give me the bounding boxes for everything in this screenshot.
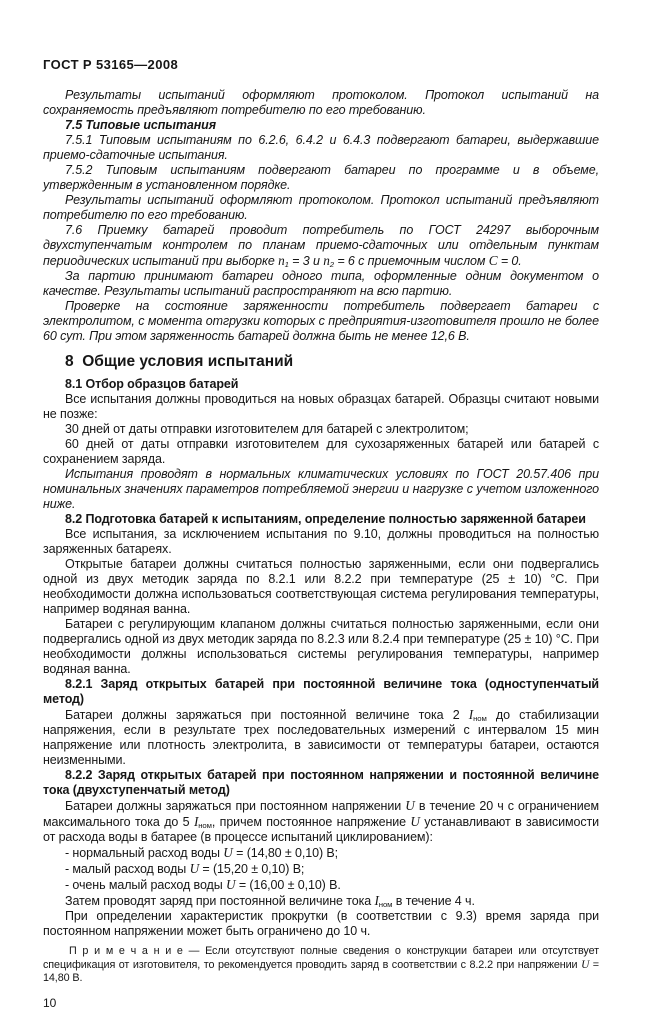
para-results-storage (43, 88, 599, 118)
para-cranking-time (43, 909, 599, 939)
text-run: Батареи должны заряжаться при постоянной величине тока 2 (65, 708, 469, 722)
text-run: 8 Общие условия испытаний (65, 353, 294, 370)
text-run: 7.6 Приемку батарей проводит потребитель по ГОСТ 24297 выборочным двухступенчатым контролем по планам приемо-сдаточных или отдельным пунктам периодических испытаний при выборке (43, 223, 599, 268)
variable-run: I (468, 707, 474, 722)
para-samples-new (43, 392, 599, 422)
list-item-normal-water (43, 845, 599, 861)
heading-8-1 (43, 377, 599, 392)
note-paragraph (43, 945, 599, 986)
text-run: Открытые батареи должны считаться полностью заряженными, если они подвергались одной из двух методик заряда по 8.2.1 или 8.2.2 при температуре (25 ± 10) °С. При необходимости должна использоваться соответствующая система регулирования температуры, например водяная ванна. (43, 557, 599, 616)
variable-run: U (225, 877, 236, 892)
text-run: - малый расход воды (65, 862, 190, 876)
text-run: 8.2.2 Заряд открытых батарей при постоянном напряжении и постоянной величине тока (двухступенчатый метод) (43, 768, 599, 797)
text-run: П р и м е ч а н и е — Если отсутствуют полные сведения о конструкции батареи или отсутствует спецификация от изготовителя, то рекомендуется проводить заряд в соответствии с 8.2.2 при напряжении (43, 945, 599, 971)
text-run: 7.5.2 Типовым испытаниям подвергают батареи по программе и в объеме, утвержденным в установленном порядке. (43, 163, 599, 192)
para-charge-check (43, 299, 599, 344)
list-item-very-low-water (43, 877, 599, 893)
text-run: Результаты испытаний оформляют протоколом. Протокол испытаний предъявляют потребителю по его требованию. (43, 193, 599, 222)
subscript-run: 2 (329, 260, 334, 270)
subscript-run: ном (198, 821, 212, 831)
text-run: Все испытания должны проводиться на новых образцах батарей. Образцы считают новыми не позже: (43, 392, 599, 421)
variable-run: С (488, 253, 498, 268)
text-run: = 14,80 В. (43, 958, 600, 984)
para-30-days (43, 422, 599, 437)
heading-7-5 (43, 118, 599, 133)
heading-section-8 (43, 352, 599, 371)
subscript-run: ном (473, 714, 487, 724)
text-run: устанавливают в зависимости от расхода воды в батарее (в процессе испытаний циклированием): (43, 815, 599, 844)
text-run: = (16,00 ± 0,10) В. (235, 878, 341, 892)
text-run: Затем проводят заряд при постоянной величине тока (65, 894, 375, 908)
text-run: Испытания проводят в нормальных климатических условиях по ГОСТ 20.57.406 при номинальных значениях параметров потребляемой энергии и нагрузке с учетом изложенного ниже. (43, 467, 599, 511)
text-run: = 3 и (288, 254, 324, 268)
para-fully-charged (43, 527, 599, 557)
text-run: Батареи с регулирующим клапаном должны считаться полностью заряженными, если они подвергались одной из двух методик заряда по 8.2.3 или 8.2.4 при температуре (25 ± 10) °С. При необходимости должны использоваться системы регулирования температуры, например водяная ванна. (43, 617, 599, 676)
variable-run: I (193, 814, 199, 829)
text-run: 8.1 Отбор образцов батарей (65, 377, 239, 391)
variable-run: U (223, 845, 233, 860)
text-run: в течение 4 ч. (392, 894, 475, 908)
para-8-2-1-body (43, 707, 599, 768)
text-run: , причем постоянное напряжение (211, 815, 411, 829)
text-run: 7.5.1 Типовым испытаниям по 6.2.6, 6.4.2 и 6.4.3 подвергают батареи, выдержавшие приемо-сдаточные испытания. (43, 133, 599, 162)
document-header-title: ГОСТ Р 53165—2008 (43, 57, 179, 72)
para-open-batteries (43, 557, 599, 617)
variable-run: U (405, 798, 415, 813)
text-run: 60 дней от даты отправки изготовителем для сухозаряженных батарей или батарей с сохранением заряда. (43, 437, 599, 466)
variable-run: n (278, 253, 285, 268)
subscript-run: ном (378, 900, 393, 910)
text-run: 7.5 Типовые испытания (65, 118, 216, 132)
para-test-conditions (43, 467, 599, 512)
document-content (43, 57, 599, 1010)
variable-run: U (189, 861, 200, 876)
text-run: в течение 20 ч с ограничением максимального тока до 5 (43, 799, 599, 829)
variable-run: U (410, 814, 420, 829)
text-run: При определении характеристик прокрутки (в соответствии с 9.3) время заряда при постоянном напряжении может быть ограничено до 10 ч. (43, 909, 599, 938)
text-run: = (14,80 ± 0,10) В; (232, 846, 339, 860)
heading-8-2-2 (43, 768, 599, 798)
para-7-5-1 (43, 133, 599, 163)
text-run: Батареи должны заряжаться при постоянном напряжении (65, 799, 406, 813)
text-run: = 0. (497, 254, 522, 268)
text-run: Проверке на состояние заряженности потребитель подвергает батареи с электролитом, с момента отгрузки которых с предприятия-изготовителя прошло не более 60 сут. При этом заряженность батарей должна быть не менее 12,6 В. (43, 299, 599, 343)
text-run: Все испытания, за исключением испытания по 9.10, должны проводиться на полностью заряженных батареях. (43, 527, 599, 556)
para-8-2-2-body (43, 798, 599, 845)
para-final-charge (43, 893, 599, 909)
text-run: = (15,20 ± 0,10) В; (199, 862, 305, 876)
para-7-5-2 (43, 163, 599, 193)
heading-8-2-1 (43, 677, 599, 707)
variable-run: U (581, 958, 590, 971)
para-batch (43, 269, 599, 299)
text-run: 8.2 Подготовка батарей к испытаниям, определение полностью заряженной батареи (65, 512, 586, 526)
text-run: - очень малый расход воды (65, 878, 226, 892)
para-60-days (43, 437, 599, 467)
text-run: 8.2.1 Заряд открытых батарей при постоянной величине тока (одноступенчатый метод) (43, 677, 599, 706)
subscript-run: 1 (284, 260, 289, 270)
variable-run: I (374, 893, 379, 908)
para-valve-batteries (43, 617, 599, 677)
para-results-protocol (43, 193, 599, 223)
variable-run: n (323, 253, 330, 268)
text-run: до стабилизации напряжения, если в результате трех последовательных измерений с интервалом 15 мин напряжение или плотность электролита, в зависимости от температуры батареи, остаются неизменными. (43, 708, 599, 767)
text-run: = 6 с приемочным числом (333, 254, 489, 268)
para-7-6-acceptance (43, 223, 599, 269)
text-run: За партию принимают батареи одного типа, оформленные одним документом о качестве. Результаты испытаний распространяют на всю партию. (43, 269, 599, 298)
text-run: 30 дней от даты отправки изготовителем для батарей с электролитом; (65, 422, 469, 436)
text-run: Результаты испытаний оформляют протоколом. Протокол испытаний на сохраняемость предъявляют потребителю по его требованию. (43, 88, 599, 117)
page-number: 10 (43, 995, 57, 1010)
text-run: - нормальный расход воды (65, 846, 224, 860)
heading-8-2 (43, 512, 599, 527)
list-item-low-water (43, 861, 599, 877)
